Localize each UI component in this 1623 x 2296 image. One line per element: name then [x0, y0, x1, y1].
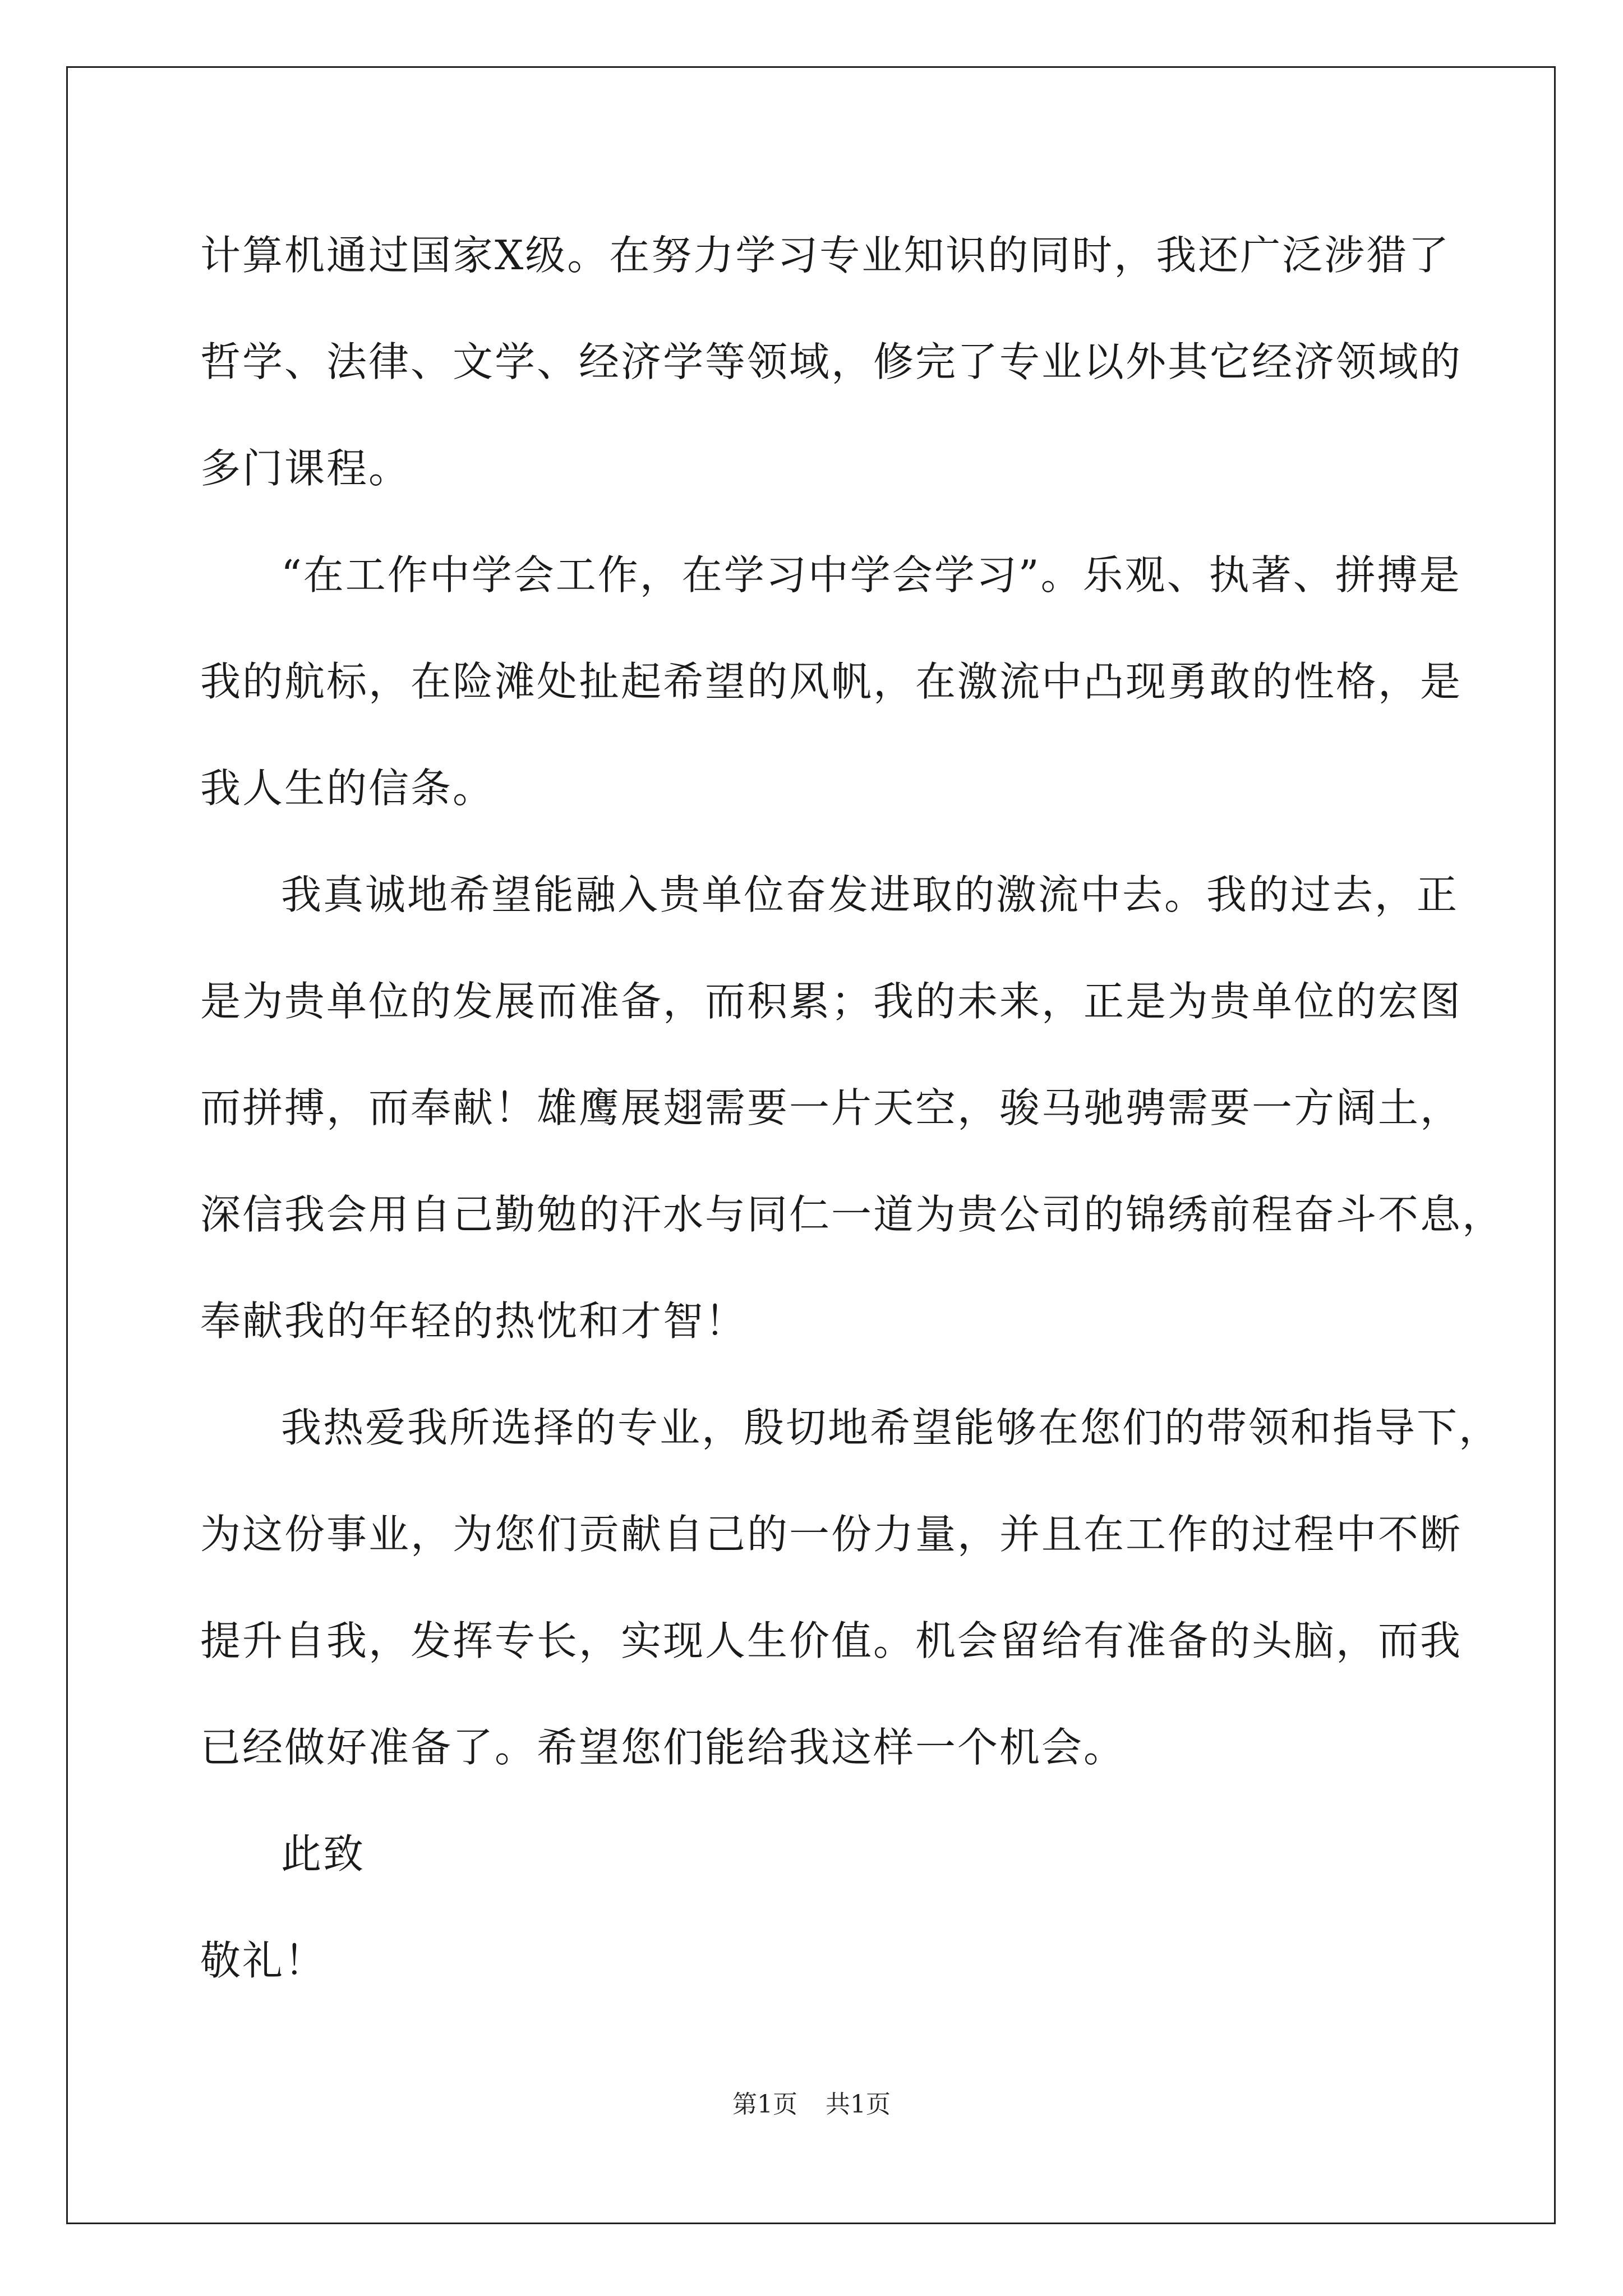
body-line: 已经做好准备了。希望您们能给我这样一个机会。	[200, 1724, 1126, 1771]
body-line: 是为贵单位的发展而准备，而积累；我的未来，正是为贵单位的宏图	[200, 978, 1463, 1025]
body-line: 而拼搏，而奉献！雄鹰展翅需要一片天空，骏马驰骋需要一方阔土，	[200, 1084, 1463, 1131]
closing-phrase: 此致	[281, 1830, 366, 1878]
page-total: 共1页	[826, 2090, 891, 2119]
body-line: 哲学、法律、文学、经济学等领域，修完了专业以外其它经济领域的	[200, 338, 1463, 385]
body-line: 我真诚地希望能融入贵单位奋发进取的激流中去。我的过去，正	[281, 871, 1459, 918]
letter-body	[200, 202, 1505, 2014]
body-line: 计算机通过国家X级。在努力学习专业知识的同时，我还广泛涉猎了	[200, 232, 1451, 279]
body-line: 提升自我，发挥专长，实现人生价值。机会留给有准备的头脑，而我	[200, 1617, 1463, 1664]
page-number: 第1页	[732, 2090, 797, 2119]
body-line: 我热爱我所选择的专业，殷切地希望能够在您们的带领和指导下，	[281, 1404, 1501, 1451]
body-line: 奉献我的年轻的热忱和才智！	[200, 1297, 748, 1345]
body-line: 深信我会用自己勤勉的汗水与同仁一道为贵公司的锦绣前程奋斗不息，	[200, 1191, 1505, 1238]
salutation: 敬礼！	[200, 1937, 327, 1984]
body-line: 我人生的信条。	[200, 765, 495, 812]
body-line: “在工作中学会工作，在学习中学会学习”。乐观、执著、拼搏是	[281, 551, 1461, 599]
body-line: 多门课程。	[200, 445, 411, 492]
page-footer	[0, 2088, 1623, 2122]
body-line: 为这份事业，为您们贡献自己的一份力量，并且在工作的过程中不断	[200, 1511, 1463, 1558]
body-line: 我的航标，在险滩处扯起希望的风帆，在激流中凸现勇敢的性格，是	[200, 658, 1463, 705]
